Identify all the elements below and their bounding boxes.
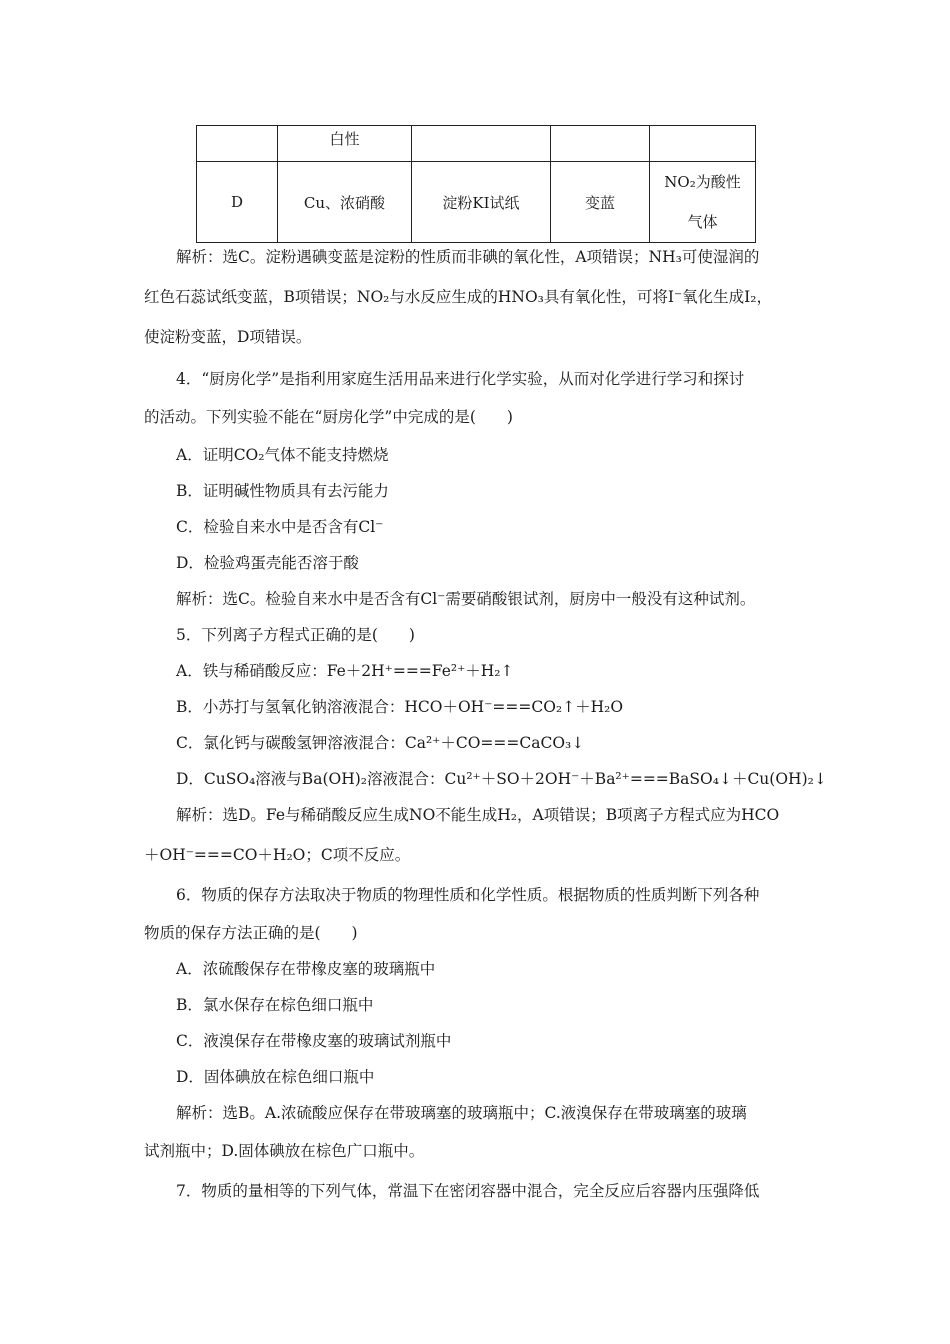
text-line: 解析：选C。检验自来水中是否含有Cl⁻需要硝酸银试剂，厨房中一般没有这种试剂。 <box>176 590 756 608</box>
text-line: 4．“厨房化学”是指利用家庭生活用品来进行化学实验，从而对化学进行学习和探讨 <box>176 370 745 388</box>
table-cell <box>278 126 412 162</box>
table-cell: Cu、浓硝酸 <box>278 162 412 243</box>
table-cell <box>412 126 551 162</box>
text-line: C．检验自来水中是否含有Cl⁻ <box>176 518 384 536</box>
text-line: 解析：选B。A.浓硫酸应保存在带玻璃塞的玻璃瓶中；C.液溴保存在带玻璃塞的玻璃 <box>176 1104 747 1122</box>
cell-text: 白性 <box>329 130 360 148</box>
experiment-table <box>196 125 756 243</box>
text-line: A．证明CO₂气体不能支持燃烧 <box>176 446 389 464</box>
text-line: A．铁与稀硝酸反应：Fe＋2H⁺===Fe²⁺＋H₂↑ <box>176 662 514 680</box>
cell-text: NO₂为酸性 <box>664 173 741 191</box>
text-line: A．浓硫酸保存在带橡皮塞的玻璃瓶中 <box>176 960 436 978</box>
text-line: 解析：选C。淀粉遇碘变蓝是淀粉的性质而非碘的氧化性，A项错误；NH₃可使湿润的 <box>176 248 760 266</box>
text-line: 的活动。下列实验不能在“厨房化学”中完成的是( ) <box>144 408 513 426</box>
table-cell <box>551 126 650 162</box>
text-line: 试剂瓶中；D.固体碘放在棕色广口瓶中。 <box>144 1142 425 1160</box>
text-line: B．证明碱性物质具有去污能力 <box>176 482 389 500</box>
table-row <box>197 126 756 162</box>
text-line: C．液溴保存在带橡皮塞的玻璃试剂瓶中 <box>176 1032 452 1050</box>
text-line: C．氯化钙与碳酸氢钾溶液混合：Ca²⁺＋CO===CaCO₃↓ <box>176 734 585 752</box>
text-line: 5．下列离子方程式正确的是( ) <box>176 626 415 644</box>
table-cell: 淀粉KI试纸 <box>412 162 551 243</box>
table-cell: 变蓝 <box>551 162 650 243</box>
table-cell: D <box>197 162 278 243</box>
text-line: 7．物质的量相等的下列气体，常温下在密闭容器中混合，完全反应后容器内压强降低 <box>176 1182 760 1200</box>
text-line: ＋OH⁻===CO＋H₂O；C项不反应。 <box>144 846 411 864</box>
text-line: D．CuSO₄溶液与Ba(OH)₂溶液混合：Cu²⁺＋SO＋2OH⁻＋Ba²⁺===BaSO₄↓＋Cu(OH)₂↓ <box>176 770 827 788</box>
text-line: B．小苏打与氢氧化钠溶液混合：HCO＋OH⁻===CO₂↑＋H₂O <box>176 698 624 716</box>
text-line: 物质的保存方法正确的是( ) <box>144 924 358 942</box>
table-cell <box>197 126 278 162</box>
table-cell <box>650 126 756 162</box>
text-line: 红色石蕊试纸变蓝，B项错误；NO₂与水反应生成的HNO₃具有氧化性，可将I⁻氧化生成I₂， <box>144 288 773 306</box>
table-row <box>197 162 756 243</box>
text-line: D．检验鸡蛋壳能否溶于酸 <box>176 554 359 572</box>
text-line: D．固体碘放在棕色细口瓶中 <box>176 1068 375 1086</box>
text-line: 使淀粉变蓝，D项错误。 <box>144 328 312 346</box>
table-cell <box>650 162 756 243</box>
text-line: B．氯水保存在棕色细口瓶中 <box>176 996 374 1014</box>
text-line: 6．物质的保存方法取决于物质的物理性质和化学性质。根据物质的性质判断下列各种 <box>176 886 760 904</box>
cell-text: 气体 <box>687 213 718 231</box>
text-line: 解析：选D。Fe与稀硝酸反应生成NO不能生成H₂，A项错误；B项离子方程式应为HCO <box>176 806 780 824</box>
